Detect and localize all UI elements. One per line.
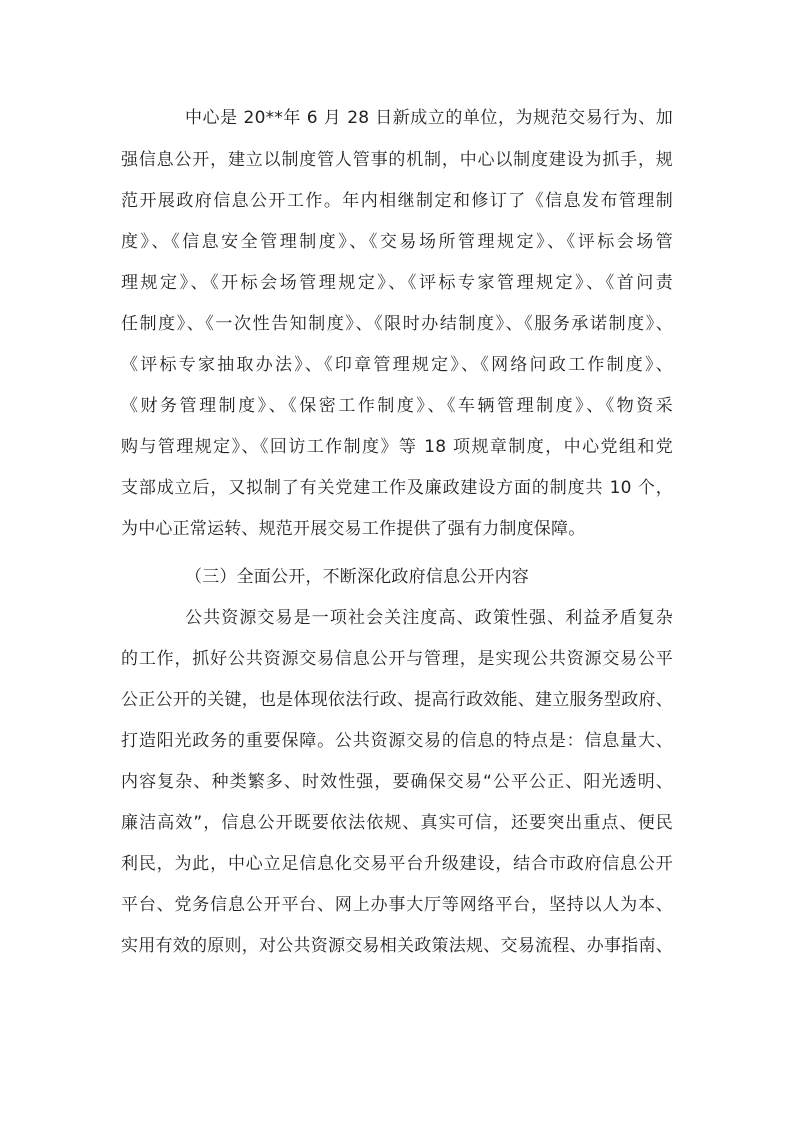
paragraph-2-line-3: 公正公开的关键，也是体现依法行政、提高行政效能、建立服务型政府、 [121, 690, 673, 710]
paragraph-1-line-8: 《财务管理制度》、《保密工作制度》、《车辆管理制度》、《物资采 [121, 396, 673, 416]
paragraph-1-line-11: 为中心正常运转、规范开展交易工作提供了强有力制度保障。 [121, 519, 586, 539]
paragraph-2-line-2: 的工作，抓好公共资源交易信息公开与管理，是实现公共资源交易公平 [121, 649, 673, 669]
paragraph-2-line-7: 利民，为此，中心立足信息化交易平台升级建设，结合市政府信息公开 [121, 854, 673, 874]
paragraph-2-line-8: 平台、党务信息公开平台、网上办事大厅等网络平台，坚持以人为本、 [121, 895, 673, 915]
paragraph-1-line-2: 强信息公开，建立以制度管人管事的机制，中心以制度建设为抓手，规 [121, 150, 673, 170]
paragraph-1-line-4: 度》、《信息安全管理制度》、《交易场所管理规定》、《评标会场管 [121, 232, 673, 252]
paragraph-1-line-5: 理规定》、《开标会场管理规定》、《评标专家管理规定》、《首问责 [121, 273, 673, 293]
paragraph-1-line-3: 范开展政府信息公开工作。年内相继制定和修订了《信息发布管理制 [121, 191, 673, 211]
paragraph-1-line-1: 中心是 20**年 6 月 28 日新成立的单位，为规范交易行为、加 [185, 108, 673, 128]
paragraph-2-line-1: 公共资源交易是一项社会关注度高、政策性强、利益矛盾复杂 [185, 608, 673, 628]
paragraph-1-line-10: 支部成立后，又拟制了有关党建工作及廉政建设方面的制度共 10 个， [121, 478, 673, 498]
paragraph-1-line-9: 购与管理规定》、《回访工作制度》等 18 项规章制度，中心党组和党 [121, 437, 673, 457]
paragraph-2-line-9: 实用有效的原则，对公共资源交易相关政策法规、交易流程、办事指南、 [121, 936, 673, 956]
paragraph-1-line-7: 《评标专家抽取办法》、《印章管理规定》、《网络问政工作制度》、 [121, 355, 673, 375]
paragraph-2-line-6: 廉洁高效”，信息公开既要依法依规、真实可信，还要突出重点、便民 [121, 813, 673, 833]
paragraph-2-line-4: 打造阳光政务的重要保障。公共资源交易的信息的特点是：信息量大、 [121, 731, 673, 751]
paragraph-1-line-6: 任制度》、《一次性告知制度》、《限时办结制度》、《服务承诺制度》、 [121, 314, 673, 334]
paragraph-2-line-5: 内容复杂、种类繁多、时效性强，要确保交易“公平公正、阳光透明、 [121, 772, 673, 792]
section-heading: （三）全面公开，不断深化政府信息公开内容 [185, 567, 529, 587]
